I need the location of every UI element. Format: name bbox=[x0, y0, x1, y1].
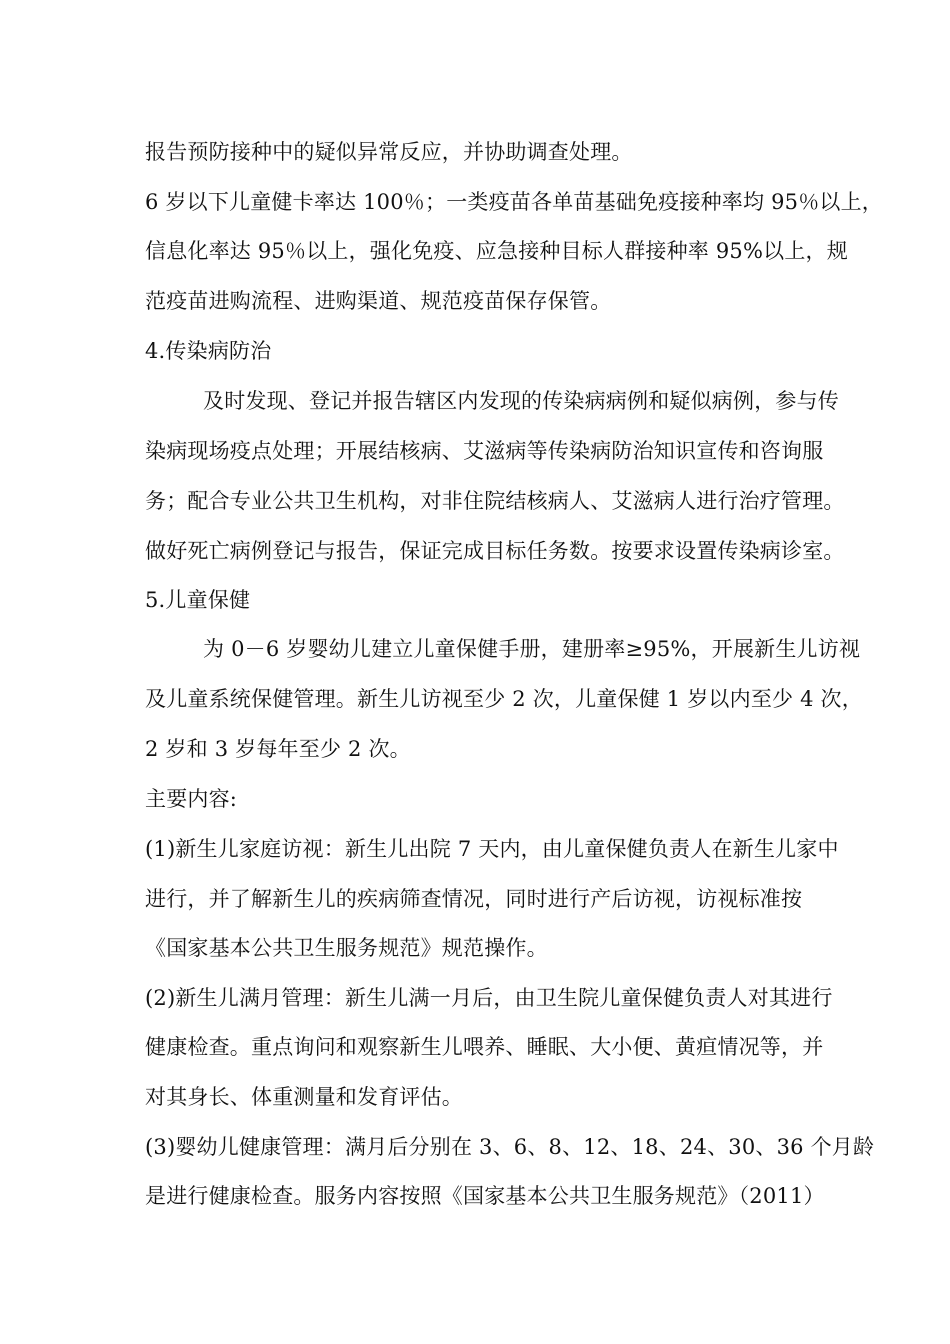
text-line-12: 及儿童系统保健管理。新生儿访视至少 2 次，儿童保健 1 岁以内至少 4 次， bbox=[145, 687, 863, 711]
text-line-3: 信息化率达 95％以上，强化免疫、应急接种目标人群接种率 95%以上，规 bbox=[145, 239, 848, 263]
section-heading-child-health: 5.儿童保健 bbox=[145, 588, 251, 612]
text-line-6: 及时发现、登记并报告辖区内发现的传染病病例和疑似病例，参与传 bbox=[203, 389, 839, 413]
text-line-20: 对其身长、体重测量和发育评估。 bbox=[145, 1085, 463, 1109]
text-line-22: 是进行健康检查。服务内容按照《国家基本公共卫生服务规范》（2011） bbox=[145, 1184, 825, 1208]
text-line-17: 《国家基本公共卫生服务规范》规范操作。 bbox=[145, 936, 548, 960]
text-line-7: 染病现场疫点处理；开展结核病、艾滋病等传染病防治知识宣传和咨询服 bbox=[145, 439, 824, 463]
text-line-8: 务；配合专业公共卫生机构，对非住院结核病人、艾滋病人进行治疗管理。 bbox=[145, 489, 845, 513]
text-line-1: 报告预防接种中的疑似异常反应，并协助调查处理。 bbox=[145, 140, 633, 164]
text-line-21: (3)婴幼儿健康管理：满月后分别在 3、6、8、12、18、24、30、36 个月龄 bbox=[145, 1135, 875, 1159]
text-line-4: 范疫苗进购流程、进购渠道、规范疫苗保存保管。 bbox=[145, 289, 612, 313]
text-line-16: 进行，并了解新生儿的疾病筛查情况，同时进行产后访视，访视标准按 bbox=[145, 887, 803, 911]
section-heading-infectious-disease: 4.传染病防治 bbox=[145, 339, 272, 363]
section-label-main-content: 主要内容: bbox=[145, 787, 238, 811]
text-line-19: 健康检查。重点询问和观察新生儿喂养、睡眠、大小便、黄疸情况等，并 bbox=[145, 1035, 824, 1059]
text-line-9: 做好死亡病例登记与报告，保证完成目标任务数。按要求设置传染病诊室。 bbox=[145, 539, 845, 563]
text-line-18: (2)新生儿满月管理：新生儿满一月后，由卫生院儿童保健负责人对其进行 bbox=[145, 986, 833, 1010]
text-line-15: (1)新生儿家庭访视：新生儿出院 7 天内，由儿童保健负责人在新生儿家中 bbox=[145, 837, 839, 861]
text-line-13: 2 岁和 3 岁每年至少 2 次。 bbox=[145, 737, 411, 761]
text-line-11: 为 0－6 岁婴幼儿建立儿童保健手册，建册率≥95%，开展新生儿访视 bbox=[203, 637, 861, 661]
text-line-2: 6 岁以下儿童健卡率达 100％；一类疫苗各单苗基础免疫接种率均 95％以上， bbox=[145, 190, 883, 214]
